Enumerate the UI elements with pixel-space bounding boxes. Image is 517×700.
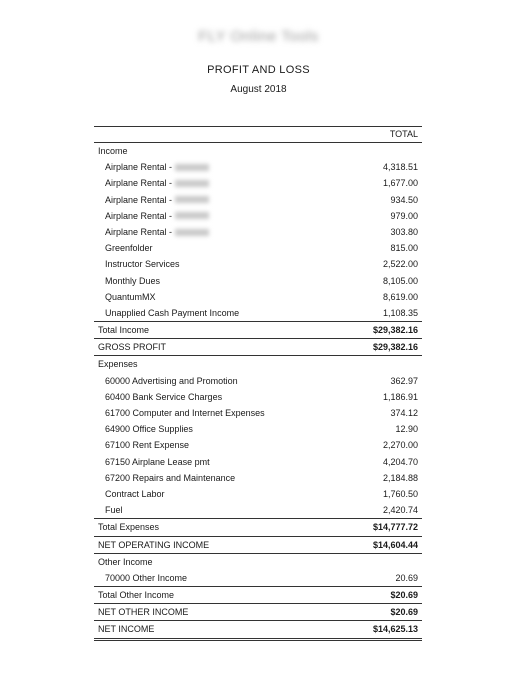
row-label: Monthly Dues bbox=[105, 275, 161, 286]
row-amount: 374.12 bbox=[390, 408, 418, 418]
row-amount: 1,186.91 bbox=[382, 391, 418, 402]
row-amount: 2,420.74 bbox=[382, 505, 418, 516]
section-header-row bbox=[94, 143, 422, 159]
row-label: Income bbox=[98, 146, 128, 156]
row-label: Unapplied Cash Payment Income bbox=[105, 307, 240, 318]
row-amount: 4,204.70 bbox=[382, 456, 418, 467]
table-row bbox=[94, 421, 422, 437]
row-amount: 979.00 bbox=[390, 210, 418, 221]
row-label: 64900 Office Supplies bbox=[105, 424, 193, 435]
redacted-name bbox=[175, 229, 209, 236]
row-amount: 1,760.50 bbox=[382, 488, 418, 499]
table-body bbox=[94, 143, 422, 641]
table-row bbox=[94, 240, 422, 256]
row-amount: 20.69 bbox=[395, 572, 418, 583]
row-amount: 8,619.00 bbox=[382, 291, 418, 302]
row-label: Total Expenses bbox=[98, 522, 160, 533]
table-row bbox=[94, 454, 422, 470]
row-label: 67100 Rent Expense bbox=[105, 440, 190, 451]
table-row bbox=[94, 389, 422, 405]
row-amount: $29,382.16 bbox=[372, 325, 418, 336]
row-label: Airplane Rental - bbox=[105, 162, 173, 173]
total-row bbox=[94, 321, 422, 339]
row-label: Greenfolder bbox=[105, 243, 153, 254]
row-label: Fuel bbox=[105, 505, 123, 516]
row-label: Instructor Services bbox=[105, 259, 180, 270]
table-row bbox=[94, 273, 422, 289]
row-amount: $20.69 bbox=[390, 607, 418, 618]
row-label: NET INCOME bbox=[98, 624, 155, 635]
row-label: Airplane Rental - bbox=[105, 194, 173, 205]
table-row bbox=[94, 256, 422, 272]
section-header-row bbox=[94, 356, 422, 372]
row-amount: 2,522.00 bbox=[382, 259, 418, 270]
column-header-total: TOTAL bbox=[389, 129, 418, 139]
row-amount: $14,777.72 bbox=[372, 522, 418, 533]
row-label: Total Other Income bbox=[98, 590, 175, 601]
row-label: Other Income bbox=[98, 556, 153, 567]
row-amount: 1,677.00 bbox=[382, 178, 418, 189]
profit-and-loss-table bbox=[94, 126, 422, 641]
row-amount: $14,625.13 bbox=[372, 624, 418, 635]
table-header bbox=[94, 126, 422, 143]
row-label: NET OPERATING INCOME bbox=[98, 539, 210, 550]
row-label: NET OTHER INCOME bbox=[98, 607, 189, 618]
row-label: 60000 Advertising and Promotion bbox=[105, 375, 238, 386]
summary-row bbox=[94, 339, 422, 356]
table-row bbox=[94, 373, 422, 389]
table-row bbox=[94, 470, 422, 486]
row-label: 67150 Airplane Lease pmt bbox=[105, 456, 210, 467]
row-amount: 1,108.35 bbox=[382, 307, 418, 318]
table-row bbox=[94, 405, 422, 421]
row-label: 60400 Bank Service Charges bbox=[105, 391, 223, 402]
row-amount: 303.80 bbox=[390, 226, 418, 237]
table-row bbox=[94, 502, 422, 518]
table-row bbox=[94, 208, 422, 224]
row-amount: 2,270.00 bbox=[382, 440, 418, 451]
table-row bbox=[94, 305, 422, 321]
table-row bbox=[94, 224, 422, 240]
table-row bbox=[94, 486, 422, 502]
row-amount: 362.97 bbox=[390, 375, 418, 386]
row-label: Airplane Rental - bbox=[105, 178, 173, 189]
redacted-name bbox=[175, 212, 209, 219]
redacted-name bbox=[175, 180, 209, 187]
row-label: Total Income bbox=[98, 325, 150, 336]
row-label: Expenses bbox=[98, 359, 138, 370]
row-amount: $20.69 bbox=[390, 590, 418, 601]
row-label: 61700 Computer and Internet Expenses bbox=[105, 408, 265, 418]
row-label: Airplane Rental - bbox=[105, 210, 173, 221]
table-row bbox=[94, 570, 422, 586]
row-label: 67200 Repairs and Maintenance bbox=[105, 472, 236, 483]
table-row bbox=[94, 437, 422, 453]
row-label: GROSS PROFIT bbox=[98, 342, 167, 353]
redacted-name bbox=[175, 164, 209, 171]
row-amount: 2,184.88 bbox=[382, 472, 418, 483]
table-row bbox=[94, 192, 422, 208]
row-amount: $14,604.44 bbox=[372, 539, 418, 550]
row-label: QuantumMX bbox=[105, 291, 156, 302]
row-amount: 934.50 bbox=[390, 194, 418, 205]
total-row bbox=[94, 518, 422, 536]
net-income-row bbox=[94, 621, 422, 640]
summary-row bbox=[94, 537, 422, 554]
report-period: August 2018 bbox=[230, 84, 287, 95]
table-row bbox=[94, 159, 422, 175]
report-title: PROFIT AND LOSS bbox=[207, 64, 310, 76]
row-amount: $29,382.16 bbox=[372, 342, 418, 353]
table-row bbox=[94, 289, 422, 305]
summary-row bbox=[94, 604, 422, 621]
total-row bbox=[94, 586, 422, 604]
row-amount: 8,105.00 bbox=[382, 275, 418, 286]
row-amount: 12.90 bbox=[395, 424, 418, 435]
row-label: Contract Labor bbox=[105, 488, 165, 499]
row-amount: 4,318.51 bbox=[382, 162, 418, 173]
row-label: 70000 Other Income bbox=[105, 572, 188, 583]
redacted-name bbox=[175, 196, 209, 203]
table-row bbox=[94, 175, 422, 191]
section-header-row bbox=[94, 554, 422, 570]
company-name: FLY Online Tools bbox=[198, 28, 319, 45]
row-label: Airplane Rental - bbox=[105, 226, 173, 237]
row-amount: 815.00 bbox=[390, 243, 418, 254]
